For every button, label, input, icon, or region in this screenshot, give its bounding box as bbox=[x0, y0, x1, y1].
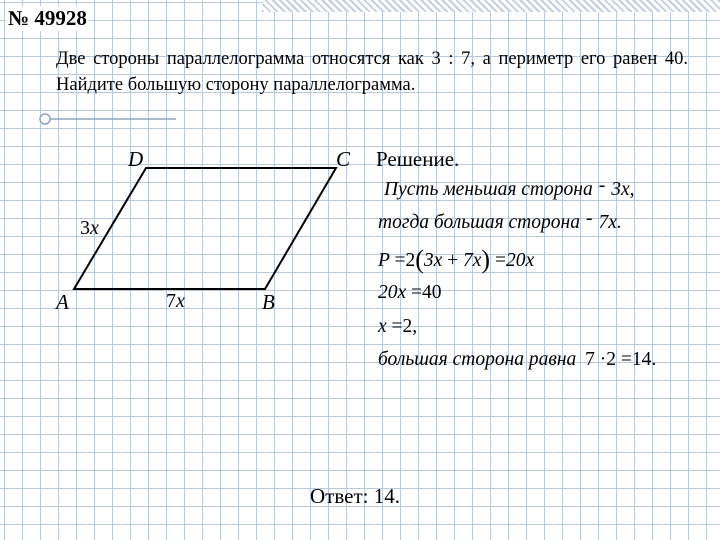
side-label-ad bbox=[80, 218, 99, 238]
line6-text: большая сторона равна bbox=[378, 349, 577, 370]
line1-value: 3x, bbox=[611, 179, 635, 200]
task-number: № 49928 bbox=[8, 6, 87, 30]
line6-a: 7 bbox=[585, 349, 595, 370]
line3-b: 7x bbox=[463, 250, 482, 271]
solution-line-4 bbox=[378, 283, 442, 303]
solution-line-3 bbox=[378, 247, 534, 273]
line3-eq2: = bbox=[494, 250, 506, 271]
line3-res: 20x bbox=[505, 250, 535, 271]
side-ad-var: x bbox=[90, 217, 99, 239]
solution-line-1 bbox=[384, 175, 635, 200]
line6-dot: · bbox=[599, 349, 607, 370]
answer: Ответ: 14. bbox=[310, 484, 400, 508]
vertex-label-d: D bbox=[128, 147, 144, 171]
side-ad-coef: 3 bbox=[80, 217, 90, 239]
vertex-label-b: B bbox=[262, 290, 275, 314]
line6-res: 14. bbox=[631, 349, 657, 370]
line5-lhs: x bbox=[378, 316, 387, 337]
vertex-label-c: C bbox=[336, 147, 351, 171]
line3-lparen: ( bbox=[415, 245, 424, 274]
line1-text: Пусть меньшая сторона bbox=[384, 179, 593, 200]
line4-eq: = bbox=[411, 282, 423, 303]
line5-rhs: 2, bbox=[402, 316, 418, 337]
line4-lhs: 20x bbox=[378, 282, 407, 303]
parallelogram-abcd bbox=[74, 168, 336, 289]
line3-p: P bbox=[378, 250, 390, 271]
line2-dash: - bbox=[585, 208, 593, 229]
side-ab-coef: 7 bbox=[166, 290, 176, 312]
line3-rparen: ) bbox=[481, 245, 491, 274]
problem-statement: Две стороны параллелограмма относятся как 3 : 7, а периметр его равен 40. Найдите большую сторону параллелограмма. bbox=[56, 49, 688, 95]
solution-title: Решение. bbox=[376, 147, 460, 171]
solution-line-6 bbox=[378, 350, 656, 370]
line5-eq: = bbox=[391, 316, 403, 337]
line3-eq1: = bbox=[394, 250, 406, 271]
side-ab-var: x bbox=[176, 290, 185, 312]
line3-two: 2 bbox=[405, 250, 416, 271]
line6-b: 2 bbox=[606, 349, 617, 370]
side-label-ab bbox=[166, 291, 185, 311]
vertex-label-a: A bbox=[56, 290, 69, 314]
line3-a: 3x bbox=[423, 250, 443, 271]
line4-rhs: 40 bbox=[422, 282, 442, 303]
line2-text: тогда большая сторона bbox=[378, 212, 580, 233]
line2-value: 7x. bbox=[598, 212, 622, 233]
solution-line-2 bbox=[378, 208, 622, 233]
line1-dash: - bbox=[598, 175, 606, 196]
solution-line-5 bbox=[378, 317, 417, 337]
line6-eq: = bbox=[620, 349, 632, 370]
line3-plus: + bbox=[447, 250, 459, 271]
